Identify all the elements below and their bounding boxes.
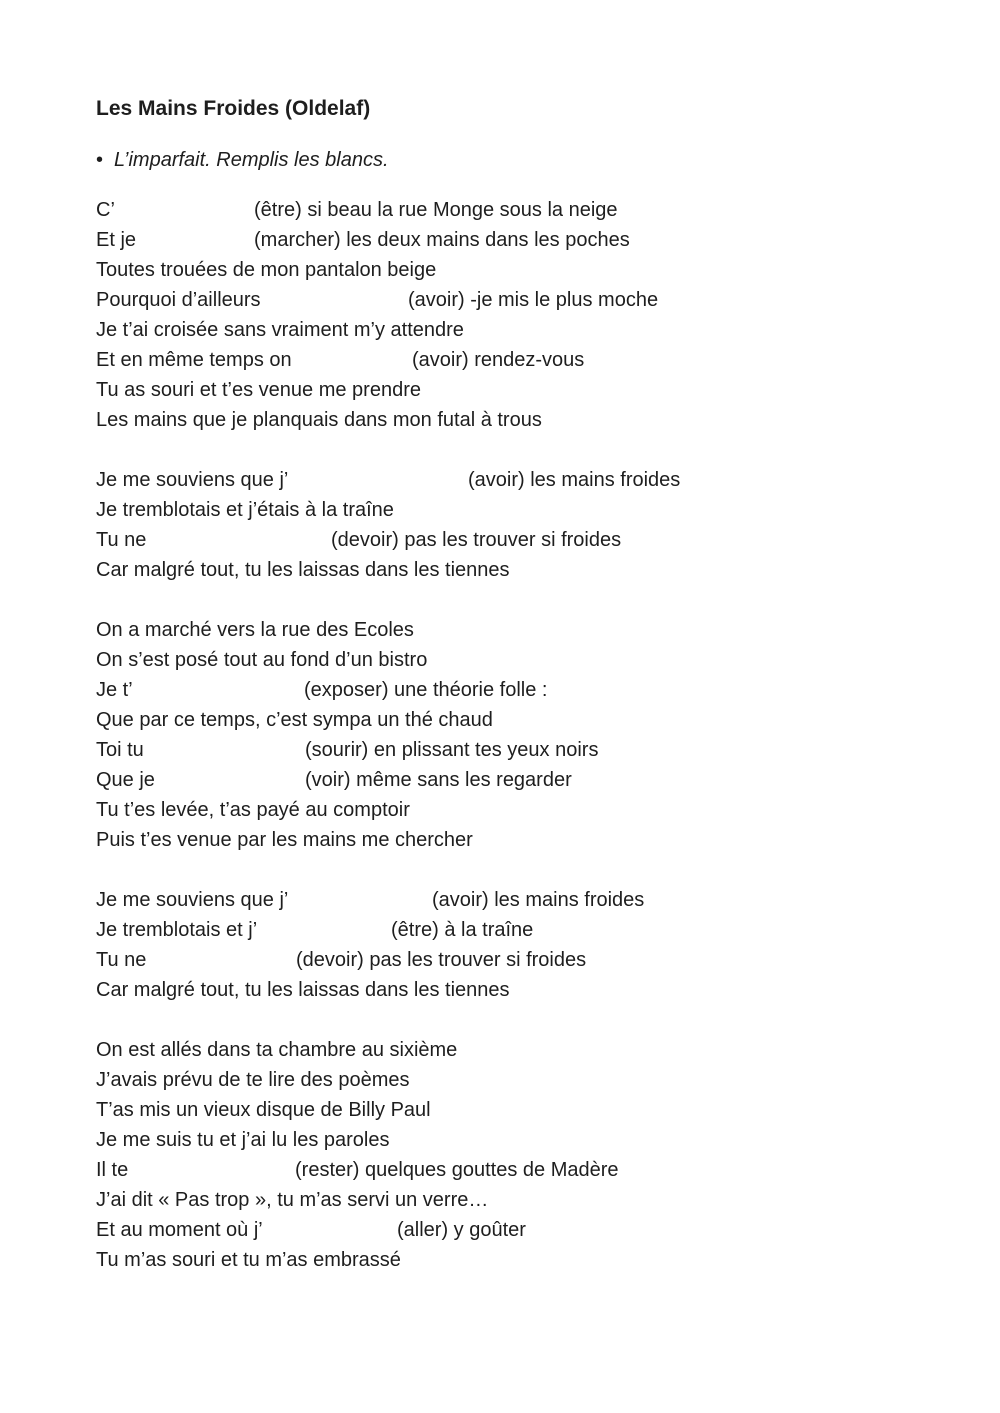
lyric-line [96, 676, 916, 706]
lyric-line [96, 1126, 916, 1156]
lyric-line [96, 646, 916, 676]
lyric-line [96, 1216, 916, 1246]
lyric-text-before-blank: Je t’ [96, 679, 133, 701]
verb-hint: (être) si beau la rue Monge sous la neige [254, 199, 618, 221]
lyric-text-before-blank: C’ [96, 199, 115, 221]
stanza [96, 1036, 916, 1276]
lyric-text: Car malgré tout, tu les laissas dans les tiennes [96, 559, 510, 581]
stanza [96, 196, 916, 436]
lyric-text-before-blank: Et en même temps on [96, 349, 292, 371]
lyric-text: J’ai dit « Pas trop », tu m’as servi un verre… [96, 1189, 489, 1211]
lyric-text-before-blank: Il te [96, 1159, 129, 1181]
lyric-text: On est allés dans ta chambre au sixième [96, 1039, 458, 1061]
lyric-line [96, 1096, 916, 1126]
lyric-line [96, 526, 916, 556]
lyric-line [96, 706, 916, 736]
lyric-text: Je tremblotais et j’étais à la traîne [96, 499, 394, 521]
lyric-text-before-blank: Et au moment où j’ [96, 1219, 263, 1241]
verb-hint: (avoir) rendez-vous [412, 349, 585, 371]
lyric-line [96, 796, 916, 826]
verb-hint: (aller) y goûter [397, 1219, 526, 1241]
lyric-line [96, 286, 916, 316]
verb-hint: (marcher) les deux mains dans les poches [254, 229, 630, 251]
lyric-line [96, 916, 916, 946]
stanza [96, 466, 916, 586]
page-title: Les Mains Froides (Oldelaf) [96, 97, 371, 120]
lyric-text: On a marché vers la rue des Ecoles [96, 619, 414, 641]
lyric-text: Tu as souri et t’es venue me prendre [96, 379, 421, 401]
lyric-line [96, 736, 916, 766]
verb-hint: (rester) quelques gouttes de Madère [295, 1159, 619, 1181]
verb-hint: (avoir) les mains froides [432, 889, 645, 911]
stanza [96, 616, 916, 856]
verb-hint: (avoir) les mains froides [468, 469, 681, 491]
verb-hint: (sourir) en plissant tes yeux noirs [305, 739, 599, 761]
lyric-text-before-blank: Que je [96, 769, 155, 791]
lyric-text: Toutes trouées de mon pantalon beige [96, 259, 437, 281]
lyric-text: Je t’ai croisée sans vraiment m’y attendre [96, 319, 464, 341]
lyric-line [96, 1246, 916, 1276]
lyric-line [96, 556, 916, 586]
lyric-text-before-blank: Tu ne [96, 949, 147, 971]
lyric-text: Puis t’es venue par les mains me chercher [96, 829, 473, 851]
lyric-line [96, 1186, 916, 1216]
lyric-text: Car malgré tout, tu les laissas dans les tiennes [96, 979, 510, 1001]
verb-hint: (exposer) une théorie folle : [304, 679, 548, 701]
lyric-text: Tu t’es levée, t’as payé au comptoir [96, 799, 410, 821]
stanza [96, 886, 916, 1006]
lyric-line [96, 466, 916, 496]
instruction [96, 146, 389, 174]
lyric-line [96, 316, 916, 346]
lyric-line [96, 766, 916, 796]
lyrics [96, 196, 916, 1306]
bullet-icon: • [96, 149, 104, 171]
verb-hint: (devoir) pas les trouver si froides [331, 529, 622, 551]
lyric-text-before-blank: Je me souviens que j’ [96, 469, 289, 491]
lyric-line [96, 1156, 916, 1186]
lyric-text-before-blank: Et je [96, 229, 137, 251]
lyric-line [96, 976, 916, 1006]
lyric-text: Tu m’as souri et tu m’as embrassé [96, 1249, 401, 1271]
lyric-line [96, 946, 916, 976]
lyric-line [96, 346, 916, 376]
lyric-text: Les mains que je planquais dans mon futal à trous [96, 409, 542, 431]
lyric-line [96, 406, 916, 436]
lyric-line [96, 616, 916, 646]
lyric-text-before-blank: Tu ne [96, 529, 147, 551]
lyric-text-before-blank: Toi tu [96, 739, 144, 761]
lyric-text: Que par ce temps, c’est sympa un thé chaud [96, 709, 493, 731]
lyric-text-before-blank: Je tremblotais et j’ [96, 919, 258, 941]
lyric-line [96, 826, 916, 856]
verb-hint: (voir) même sans les regarder [305, 769, 572, 791]
lyric-text: J’avais prévu de te lire des poèmes [96, 1069, 410, 1091]
lyric-text: On s’est posé tout au fond d’un bistro [96, 649, 428, 671]
lyric-line [96, 886, 916, 916]
lyric-line [96, 1036, 916, 1066]
verb-hint: (être) à la traîne [391, 919, 534, 941]
lyric-line [96, 256, 916, 286]
lyric-text-before-blank: Pourquoi d’ailleurs [96, 289, 261, 311]
lyric-text: Je me suis tu et j’ai lu les paroles [96, 1129, 390, 1151]
lyric-line [96, 496, 916, 526]
instruction-text: L’imparfait. Remplis les blancs. [114, 149, 389, 171]
lyric-line [96, 376, 916, 406]
lyric-line [96, 196, 916, 226]
lyric-text-before-blank: Je me souviens que j’ [96, 889, 289, 911]
lyric-line [96, 1066, 916, 1096]
lyric-text: T’as mis un vieux disque de Billy Paul [96, 1099, 431, 1121]
verb-hint: (avoir) -je mis le plus moche [408, 289, 659, 311]
verb-hint: (devoir) pas les trouver si froides [296, 949, 587, 971]
lyric-line [96, 226, 916, 256]
